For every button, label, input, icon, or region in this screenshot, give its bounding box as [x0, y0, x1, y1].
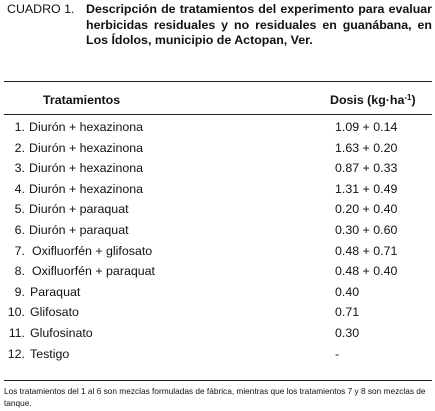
row-number: 12.: [7, 346, 25, 361]
row-treatment: Oxifluorfén + glifosato: [32, 243, 153, 258]
table-row: [0, 223, 435, 244]
row-number: 4.: [14, 181, 25, 196]
row-treatment: Diurón + hexazinona: [29, 181, 144, 196]
table-row: [0, 347, 435, 368]
row-treatment: Diurón + paraquat: [29, 223, 129, 237]
row-treatment: Testigo: [30, 346, 70, 361]
row-treatment: Diurón + hexazinona: [29, 140, 144, 155]
table-row: [0, 285, 435, 306]
row-number: 10.: [7, 305, 25, 320]
row-dose: 0.48 + 0.71: [335, 243, 398, 258]
row-dose: 0.30 + 0.60: [335, 223, 398, 237]
table-row: [0, 264, 435, 285]
header-treatments: Tratamientos: [43, 93, 121, 107]
header-dose-superscript: -1: [404, 93, 412, 102]
row-treatment: Diurón + paraquat: [29, 202, 129, 217]
row-number: 7.: [14, 243, 25, 258]
row-dose: 1.63 + 0.20: [335, 140, 398, 155]
table-row: [0, 161, 435, 182]
row-number: 2.: [14, 140, 25, 155]
header-dose-close: ): [411, 93, 416, 107]
table-bottom-rule: [4, 380, 432, 381]
row-dose: 0.30: [335, 326, 360, 340]
row-number: 6.: [14, 223, 25, 237]
table-row: [0, 120, 435, 141]
table-row: [0, 202, 435, 223]
row-treatment: Glifosato: [30, 305, 79, 320]
row-number: 11.: [8, 326, 25, 340]
table-row: [0, 326, 435, 347]
table-top-rule: [4, 81, 432, 82]
row-treatment: Oxifluorfén + paraquat: [32, 264, 155, 279]
row-dose: 0.40: [335, 284, 360, 299]
row-number: 1.: [14, 120, 25, 134]
row-number: 3.: [14, 161, 25, 176]
caption-label: CUADRO 1.: [7, 2, 75, 16]
table-row: [0, 305, 435, 326]
row-treatment: Diurón + hexazinona: [29, 120, 144, 134]
header-dose-text: Dosis (kg·ha: [330, 93, 405, 107]
row-treatment: Diurón + hexazinona: [29, 161, 144, 176]
table-footnote: Los tratamientos del 1 al 6 son mezclas formuladas de fábrica, mientras que los tratamientos 7 y 8 son mezclas de tanque.: [4, 386, 426, 408]
row-number: 5.: [14, 202, 25, 217]
row-dose: 0.20 + 0.40: [335, 202, 398, 217]
row-number: 8.: [14, 264, 25, 279]
row-dose: 0.48 + 0.40: [335, 264, 398, 279]
row-treatment: Glufosinato: [30, 326, 93, 340]
caption-text: Descripción de tratamientos del experimento para evaluar herbicidas residuales y no residuales en guanábana, en Los Ídolos, municipio de Actopan, Ver.: [86, 2, 432, 47]
row-dose: 0.71: [335, 305, 360, 320]
row-dose: 1.09 + 0.14: [335, 120, 398, 134]
row-dose: 0.87 + 0.33: [335, 161, 398, 176]
row-dose: -: [335, 346, 340, 361]
table-row: [0, 141, 435, 162]
header-dose: [330, 93, 416, 107]
header-bottom-rule: [4, 114, 432, 115]
table-row: [0, 244, 435, 265]
row-treatment: Paraquat: [30, 284, 81, 299]
table-row: [0, 182, 435, 203]
row-number: 9.: [14, 284, 25, 299]
row-dose: 1.31 + 0.49: [335, 181, 398, 196]
